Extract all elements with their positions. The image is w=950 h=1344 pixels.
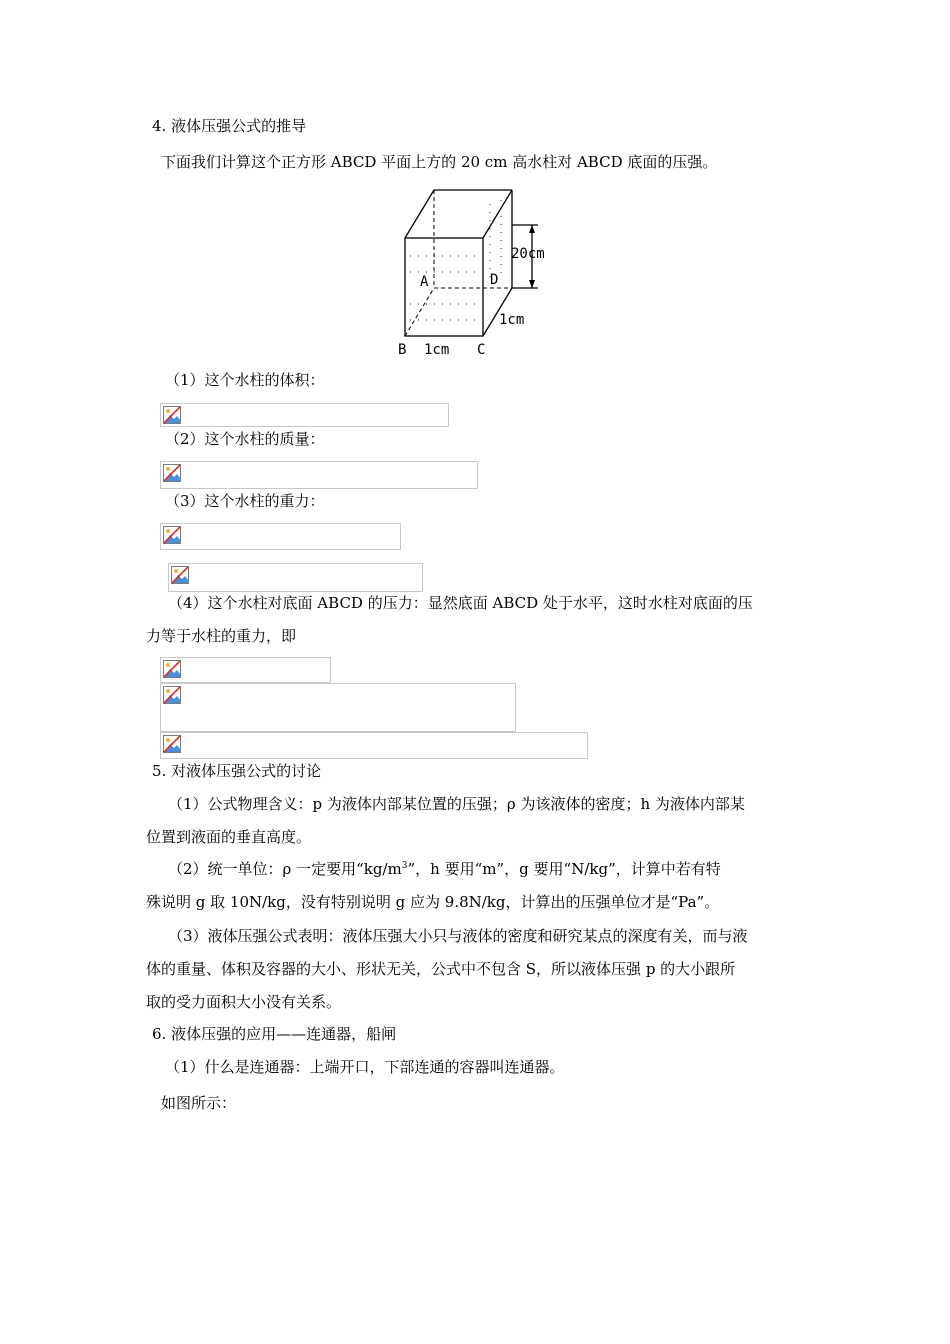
section-5-title: 5. 对液体压强公式的讨论 xyxy=(152,762,322,780)
question-3-label: （3）这个水柱的重力： xyxy=(165,492,325,510)
question-1-label: （1）这个水柱的体积： xyxy=(165,371,325,389)
broken-image-icon xyxy=(163,686,181,704)
point-a-label: A xyxy=(420,274,429,290)
section-5-paragraph-1: （1）公式物理含义：p 为液体内部某位置的压强；ρ 为该液体的密度；h 为液体内部某 位置到液面的垂直高度。 xyxy=(146,795,745,846)
section-5-paragraph-3: （3）液体压强公式表明：液体压强大小只与液体的密度和研究某点的深度有关，而与液 体的重量、体积及容器的大小、形状无关，公式中不包含 S，所以液体压强 p 的大小跟所 取的受力面积大小没有关系。 xyxy=(146,927,748,1011)
section-6-paragraph-1: （1）什么是连通器：上端开口，下部连通的容器叫连通器。 xyxy=(165,1058,565,1076)
point-b-label: B xyxy=(398,342,407,358)
section-6-title: 6. 液体压强的应用——连通器，船闸 xyxy=(152,1025,397,1043)
width-label: 1cm xyxy=(424,342,450,358)
section-4-intro: 下面我们计算这个正方形 ABCD 平面上方的 20 cm 高水柱对 ABCD 底面的压强。 xyxy=(161,153,718,171)
section-5-paragraph-2: （2）统一单位：ρ 一定要用“$kg/m^3$”，h 要用“m”，g 要用“N/kg”，计算中若有特 殊说明 g 取 10N/kg，没有特别说明 g 应为 9.8N/kg，计算出的压强单位才是“Pa”。 xyxy=(146,860,721,911)
formula-image-placeholder xyxy=(160,403,449,427)
height-label: 20cm xyxy=(511,246,545,262)
broken-image-icon xyxy=(163,464,181,482)
broken-image-icon xyxy=(163,735,181,753)
broken-image-icon xyxy=(163,526,181,544)
water-column-diagram xyxy=(392,184,562,362)
broken-image-icon xyxy=(171,566,189,584)
formula-image-placeholder xyxy=(160,732,588,759)
point-c-label: C xyxy=(477,342,486,358)
section-4-title: 4. 液体压强公式的推导 xyxy=(152,117,307,135)
formula-image-placeholder xyxy=(160,523,401,550)
question-4-paragraph: （4）这个水柱对底面 ABCD 的压力：显然底面 ABCD 处于水平，这时水柱对底面的压 力等于水柱的重力，即 xyxy=(146,594,753,645)
formula-image-placeholder xyxy=(160,461,478,489)
section-6-paragraph-2: 如图所示： xyxy=(161,1094,237,1112)
question-2-label: （2）这个水柱的质量： xyxy=(165,430,325,448)
point-d-label: D xyxy=(490,272,499,288)
formula-image-placeholder xyxy=(160,683,516,732)
broken-image-icon xyxy=(163,660,181,678)
broken-image-icon xyxy=(163,406,181,424)
depth-label: 1cm xyxy=(499,312,525,328)
formula-image-placeholder xyxy=(160,657,331,683)
